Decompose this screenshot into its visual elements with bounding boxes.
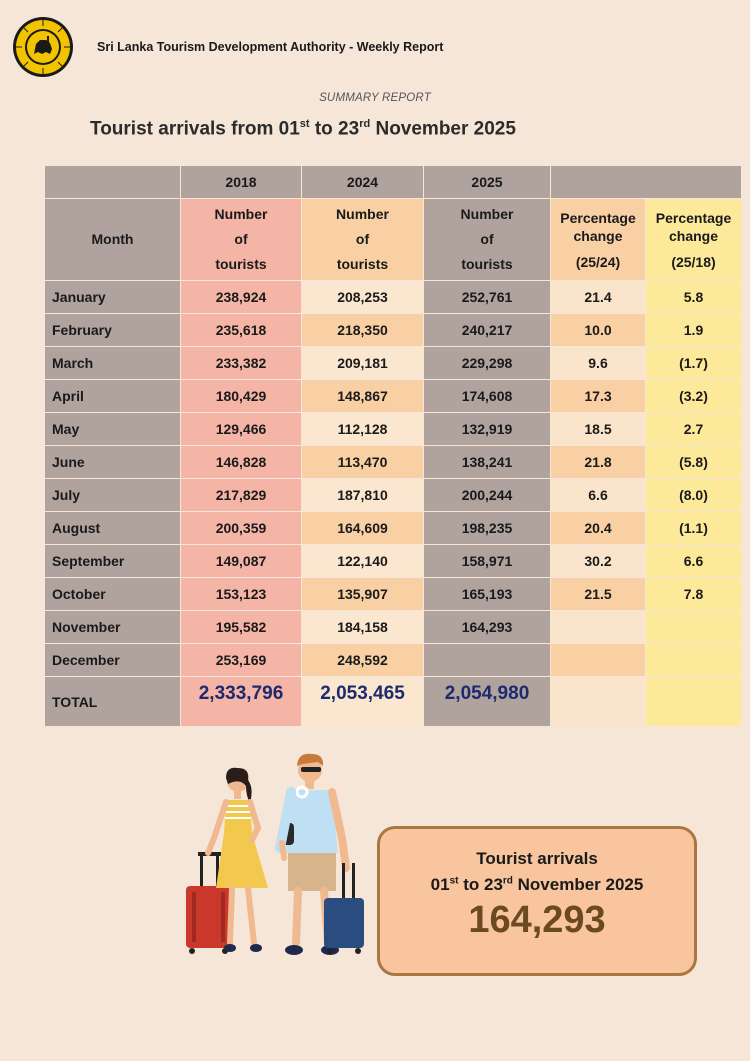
total-label: TOTAL <box>45 677 181 727</box>
pct-25-18-cell: (8.0) <box>646 479 742 512</box>
arrivals-table <box>44 165 742 727</box>
value-2025-cell: 240,217 <box>424 314 551 347</box>
month-cell: December <box>45 644 181 677</box>
value-2024-cell: 248,592 <box>302 644 424 677</box>
total-row <box>45 677 742 727</box>
value-2025-cell: 158,971 <box>424 545 551 578</box>
month-cell: March <box>45 347 181 380</box>
pct-25-24-cell: 21.5 <box>551 578 646 611</box>
number-of-tourists-header-2018: Number of tourists <box>181 199 302 281</box>
value-2025-cell: 252,761 <box>424 281 551 314</box>
lion-emblem-logo <box>12 16 74 78</box>
table-row <box>45 446 742 479</box>
number-of-tourists-header-2025: Number of tourists <box>424 199 551 281</box>
value-2024-cell: 218,350 <box>302 314 424 347</box>
year-2025-header: 2025 <box>424 166 551 199</box>
callout-period: 01st to 23rd November 2025 <box>430 875 644 894</box>
table-row <box>45 347 742 380</box>
value-2018-cell: 217,829 <box>181 479 302 512</box>
pct-25-24-cell: 21.8 <box>551 446 646 479</box>
value-2024-cell: 164,609 <box>302 512 424 545</box>
arrivals-callout-box <box>377 826 697 976</box>
value-2018-cell: 233,382 <box>181 347 302 380</box>
value-2025-cell: 164,293 <box>424 611 551 644</box>
month-cell: February <box>45 314 181 347</box>
pct-25-18-cell: 1.9 <box>646 314 742 347</box>
value-2024-cell: 122,140 <box>302 545 424 578</box>
pct-25-24-cell: 20.4 <box>551 512 646 545</box>
total-2025: 2,054,980 <box>424 677 551 727</box>
summary-label: SUMMARY REPORT <box>319 92 431 104</box>
value-2024-cell: 112,128 <box>302 413 424 446</box>
table-row <box>45 413 742 446</box>
pct-25-18-cell: 5.8 <box>646 281 742 314</box>
value-2024-cell: 135,907 <box>302 578 424 611</box>
pct-25-18-cell: (5.8) <box>646 446 742 479</box>
total-pct-25-18 <box>646 677 742 727</box>
value-2024-cell: 148,867 <box>302 380 424 413</box>
pct-25-18-cell: (3.2) <box>646 380 742 413</box>
month-cell: April <box>45 380 181 413</box>
report-org-title: Sri Lanka Tourism Development Authority - Weekly Report <box>97 40 444 54</box>
column-header-row <box>45 199 742 281</box>
value-2018-cell: 149,087 <box>181 545 302 578</box>
table-row <box>45 644 742 677</box>
value-2018-cell: 200,359 <box>181 512 302 545</box>
month-header: Month <box>45 199 181 281</box>
month-cell: November <box>45 611 181 644</box>
table-row <box>45 611 742 644</box>
pct-25-18-cell <box>646 644 742 677</box>
month-cell: January <box>45 281 181 314</box>
year-2018-header: 2018 <box>181 166 302 199</box>
percentage-change-25-18-header: Percentage change (25/18) <box>646 199 742 281</box>
total-pct-25-24 <box>551 677 646 727</box>
value-2024-cell: 113,470 <box>302 446 424 479</box>
value-2018-cell: 238,924 <box>181 281 302 314</box>
table-row <box>45 281 742 314</box>
value-2018-cell: 253,169 <box>181 644 302 677</box>
pct-25-18-cell: (1.7) <box>646 347 742 380</box>
month-cell: August <box>45 512 181 545</box>
report-header <box>12 16 732 78</box>
callout-arrivals-value: 164,293 <box>468 899 606 941</box>
pct-25-18-cell: (1.1) <box>646 512 742 545</box>
pct-25-24-cell: 6.6 <box>551 479 646 512</box>
year-header-row <box>45 166 742 199</box>
pct-25-24-cell <box>551 644 646 677</box>
table-row <box>45 479 742 512</box>
pct-25-24-cell: 9.6 <box>551 347 646 380</box>
value-2018-cell: 153,123 <box>181 578 302 611</box>
value-2025-cell: 174,608 <box>424 380 551 413</box>
pct-25-24-cell: 18.5 <box>551 413 646 446</box>
value-2018-cell: 195,582 <box>181 611 302 644</box>
pct-25-24-cell: 30.2 <box>551 545 646 578</box>
value-2024-cell: 208,253 <box>302 281 424 314</box>
value-2018-cell: 180,429 <box>181 380 302 413</box>
total-2018: 2,333,796 <box>181 677 302 727</box>
callout-title: Tourist arrivals <box>476 849 598 868</box>
tourist-couple-illustration <box>180 748 370 963</box>
value-2024-cell: 187,810 <box>302 479 424 512</box>
blank-header-cell <box>551 166 742 199</box>
pct-25-24-cell: 17.3 <box>551 380 646 413</box>
value-2025-cell: 165,193 <box>424 578 551 611</box>
value-2024-cell: 184,158 <box>302 611 424 644</box>
value-2025-cell: 138,241 <box>424 446 551 479</box>
table-row <box>45 545 742 578</box>
value-2025-cell: 200,244 <box>424 479 551 512</box>
blank-header-cell <box>45 166 181 199</box>
pct-25-18-cell: 7.8 <box>646 578 742 611</box>
value-2018-cell: 129,466 <box>181 413 302 446</box>
month-cell: June <box>45 446 181 479</box>
month-cell: October <box>45 578 181 611</box>
pct-25-18-cell <box>646 611 742 644</box>
value-2025-cell <box>424 644 551 677</box>
table-row <box>45 512 742 545</box>
pct-25-18-cell: 2.7 <box>646 413 742 446</box>
pct-25-24-cell <box>551 611 646 644</box>
pct-25-18-cell: 6.6 <box>646 545 742 578</box>
value-2025-cell: 229,298 <box>424 347 551 380</box>
table-row <box>45 380 742 413</box>
percentage-change-25-24-header: Percentage change (25/24) <box>551 199 646 281</box>
value-2025-cell: 132,919 <box>424 413 551 446</box>
pct-25-24-cell: 10.0 <box>551 314 646 347</box>
pct-25-24-cell: 21.4 <box>551 281 646 314</box>
year-2024-header: 2024 <box>302 166 424 199</box>
month-cell: July <box>45 479 181 512</box>
month-cell: May <box>45 413 181 446</box>
value-2018-cell: 235,618 <box>181 314 302 347</box>
page-title: Tourist arrivals from 01st to 23rd November 2025 <box>90 118 516 140</box>
value-2025-cell: 198,235 <box>424 512 551 545</box>
total-2024: 2,053,465 <box>302 677 424 727</box>
table-row <box>45 314 742 347</box>
value-2018-cell: 146,828 <box>181 446 302 479</box>
value-2024-cell: 209,181 <box>302 347 424 380</box>
number-of-tourists-header-2024: Number of tourists <box>302 199 424 281</box>
table-row <box>45 578 742 611</box>
month-cell: September <box>45 545 181 578</box>
